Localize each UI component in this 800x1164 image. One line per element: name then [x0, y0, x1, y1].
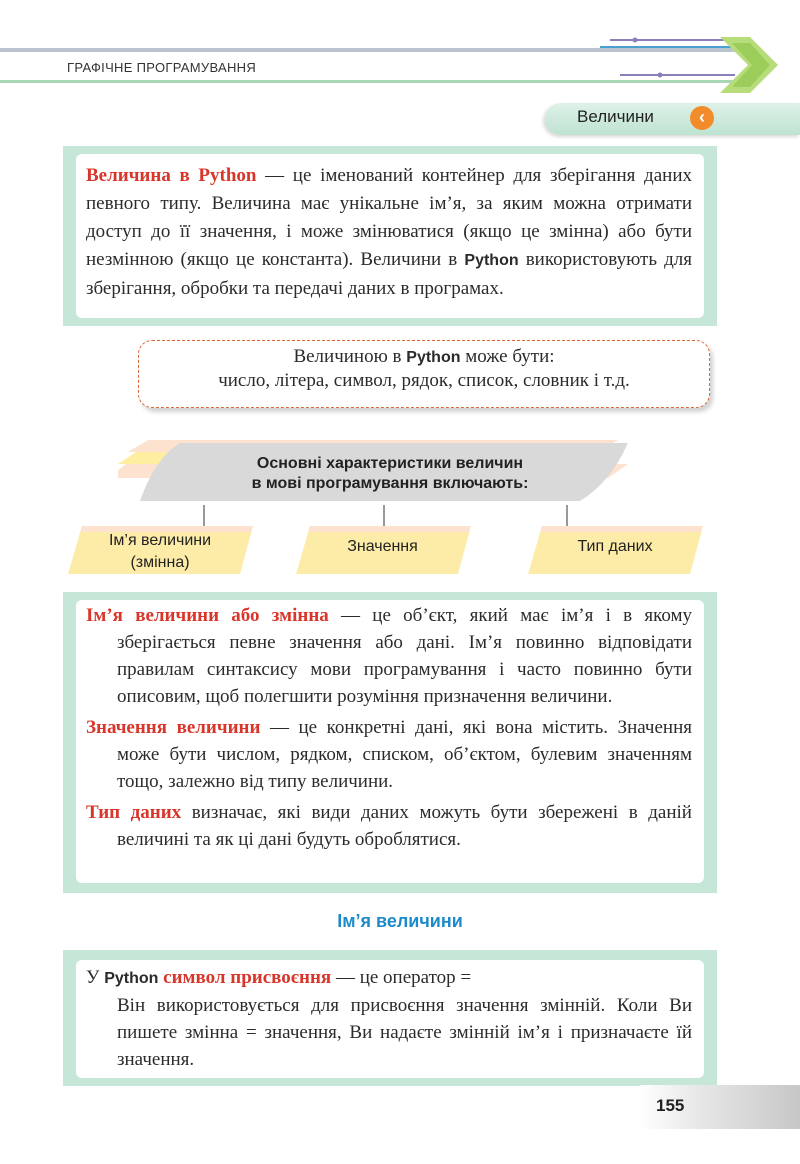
assignment-text	[86, 964, 692, 1073]
characteristics-title-1: Основні характеристики величин	[256, 455, 524, 472]
section-title: Ім’я величини	[337, 911, 463, 931]
detail-item: Тип даних визначає, які види даних можуть бути збережені в даній величині та як ці дані будуть оброблятися.	[86, 802, 692, 850]
topic-label: Величини	[577, 107, 654, 126]
assignment-body: Він використовується для присвоєння значення змінній. Коли Ви пишете змінна = значення, Ви надаєте змінній ім’я і призначаєте їй значення.	[117, 995, 692, 1070]
chevron-left-icon[interactable]: ‹	[690, 106, 714, 130]
definition-term: Величина в Python	[86, 165, 257, 186]
assignment-line-1: У Python символ присвоєння — це оператор =	[86, 967, 472, 988]
characteristic-name: Ім’я величини (змінна)	[108, 532, 212, 571]
detail-item: Ім’я величини або змінна — це об’єкт, який має ім’я і в якому зберігається певне значення або дані. Ім’я повинно відповідати правилам синтаксису мови програмування і часто повинно бути описовим, щоб полегшити розуміння призначення величини.	[86, 605, 692, 707]
note-line-2: число, літера, символ, рядок, список, словник і т.д.	[218, 370, 630, 391]
page-number: 155	[656, 1096, 685, 1115]
characteristics-title-2: в мові програмування включають:	[251, 475, 529, 492]
characteristic-value: Значення	[347, 538, 418, 555]
section-header: ГРАФІЧНЕ ПРОГРАМУВАННЯ	[67, 60, 257, 75]
note-line-1: Величиною в Python може бути:	[293, 346, 555, 367]
definition-paragraph: Величина в Python — це іменований контейнер для зберігання даних певного типу. Величина має унікальне ім’я, за яким можна отримати доступ до її значення, і може змінюватися (якщо це змінна) або бути незмінною (якщо це константа). Величини в Python використовують для зберігання, обробки та передачі даних в програмах.	[86, 165, 692, 299]
details-text	[86, 602, 692, 853]
detail-item: Значення величини — це конкретні дані, які вона містить. Значення може бути числом, рядком, списком, об’єктом, булевим значенням тощо, залежно від типу величини.	[86, 717, 692, 792]
characteristic-type: Тип даних	[577, 538, 653, 555]
header-arrow-icon	[600, 35, 790, 99]
